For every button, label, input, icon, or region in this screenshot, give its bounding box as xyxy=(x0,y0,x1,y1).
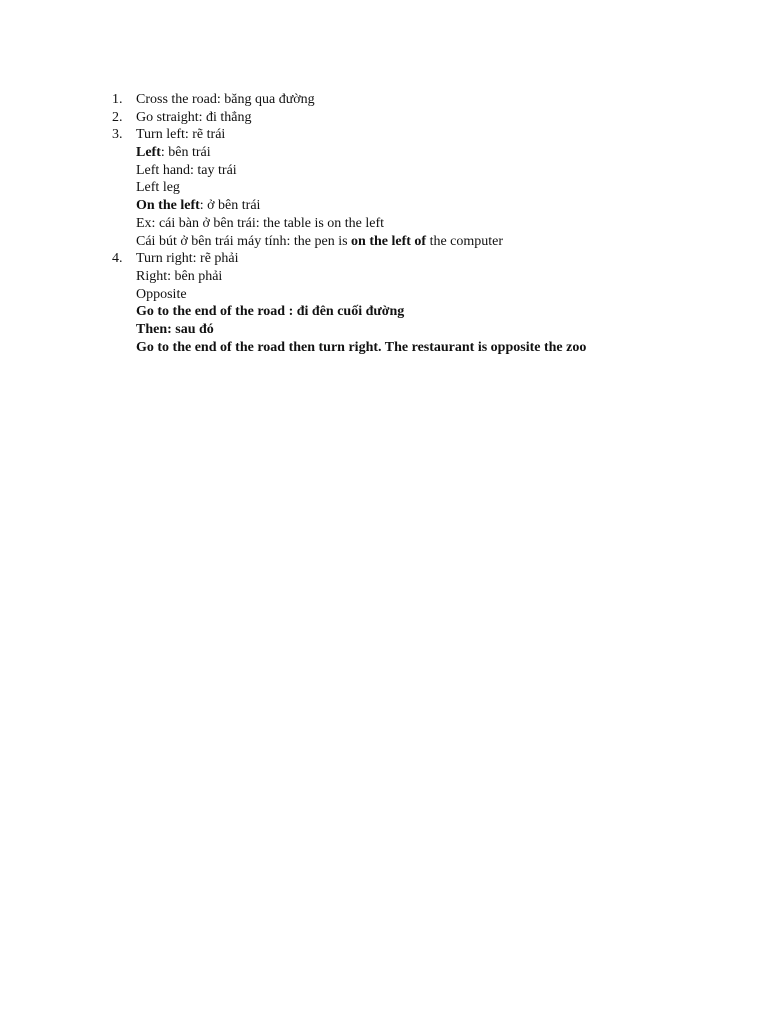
subline-left-hand xyxy=(104,162,724,180)
list-number-4: 4. xyxy=(112,251,123,267)
subline-end-of-road xyxy=(104,303,724,321)
list-item-3 xyxy=(104,126,724,144)
directions-example-text: Go to the end of the road then turn right. The restaurant is opposite the zoo xyxy=(136,339,587,355)
subline-left-leg xyxy=(104,179,724,197)
list-item-2 xyxy=(104,109,724,127)
example-pen-end: the computer xyxy=(426,233,504,249)
subline-example-pen xyxy=(104,233,724,251)
list-number-1: 1. xyxy=(112,92,123,107)
term-left-meaning: : bên trái xyxy=(160,145,211,161)
list-item-2-text: Go straight: đi thẳng xyxy=(136,109,252,125)
list-number-2: 2. xyxy=(112,109,123,125)
then-text: Then: sau đó xyxy=(136,321,214,337)
subline-right xyxy=(104,268,724,286)
end-of-road-text: Go to the end of the road : đi đên cuối đường xyxy=(136,304,405,320)
example-pen-bold: on the left of xyxy=(351,233,427,249)
left-hand-text: Left hand: tay trái xyxy=(136,162,237,178)
subline-left xyxy=(104,144,724,162)
list-item-4 xyxy=(104,250,724,268)
list-item-1 xyxy=(104,91,724,109)
subline-on-the-left xyxy=(104,197,724,215)
example-table-text: Ex: cái bàn ở bên trái: the table is on the left xyxy=(136,215,385,231)
opposite-text: Opposite xyxy=(136,286,187,302)
subline-example-table xyxy=(104,215,724,233)
term-left: Left xyxy=(136,145,161,161)
right-text: Right: bên phải xyxy=(136,268,223,284)
list-item-3-text: Turn left: rẽ trái xyxy=(136,127,226,143)
list-item-4-text: Turn right: rẽ phải xyxy=(136,251,239,267)
list-item-1-text: Cross the road: băng qua đường xyxy=(136,92,315,107)
subline-then xyxy=(104,321,724,339)
vocabulary-list xyxy=(104,91,724,356)
list-number-3: 3. xyxy=(112,127,123,143)
example-pen-start: Cái bút ở bên trái máy tính: the pen is xyxy=(136,233,352,249)
term-on-the-left: On the left xyxy=(136,198,200,214)
term-on-the-left-meaning: : ở bên trái xyxy=(199,198,261,214)
subline-opposite xyxy=(104,286,724,304)
subline-directions-example xyxy=(104,339,724,357)
left-leg-text: Left leg xyxy=(136,180,180,196)
